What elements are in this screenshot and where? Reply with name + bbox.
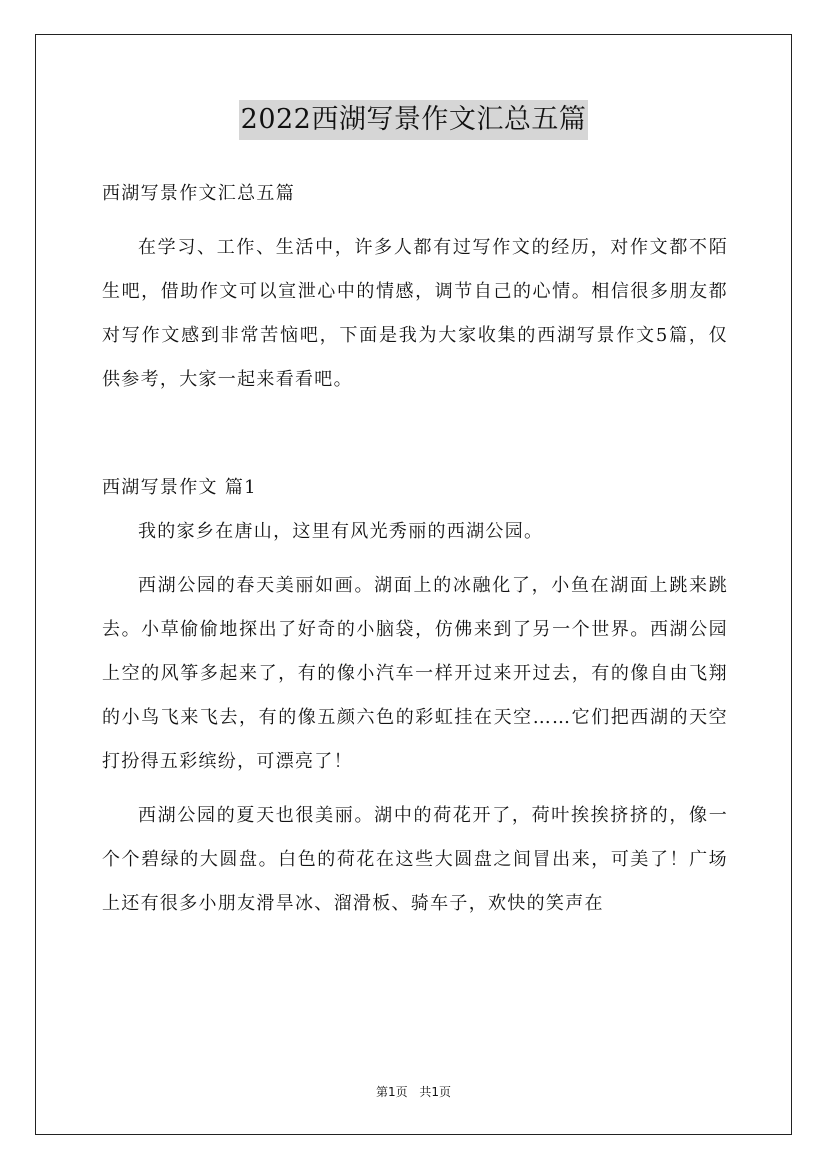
page-total: 共1页 xyxy=(419,1085,452,1099)
intro-paragraph: 在学习、工作、生活中，许多人都有过写作文的经历，对作文都不陌生吧，借助作文可以宣泄心中的情感，调节自己的心情。相信很多朋友都对写作文感到非常苦恼吧，下面是我为大家收集的西湖写景作文5篇，仅供参考，大家一起来看看吧。 xyxy=(102,237,728,390)
document-subtitle: 西湖写景作文汇总五篇 xyxy=(102,183,295,204)
document-title xyxy=(0,100,827,140)
section-heading: 西湖写景作文 篇1 xyxy=(102,477,257,498)
page-number: 第1页 xyxy=(375,1085,408,1099)
body-paragraph-1: 我的家乡在唐山，这里有风光秀丽的西湖公园。 xyxy=(138,521,544,542)
body-paragraph-2: 西湖公园的春天美丽如画。湖面上的冰融化了，小鱼在湖面上跳来跳去。小草偷偷地探出了好奇的小脑袋，仿佛来到了另一个世界。西湖公园上空的风筝多起来了，有的像小汽车一样开过来开过去，有的像自由飞翔的小鸟飞来飞去，有的像五颜六色的彩虹挂在天空……它们把西湖的天空打扮得五彩缤纷，可漂亮了！ xyxy=(102,575,728,772)
blank-line xyxy=(102,412,728,456)
document-title-text: 2022西湖写景作文汇总五篇 xyxy=(239,100,589,140)
body-paragraph-3: 西湖公园的夏天也很美丽。湖中的荷花开了，荷叶挨挨挤挤的，像一个个碧绿的大圆盘。白色的荷花在这些大圆盘之间冒出来，可美了！广场上还有很多小朋友滑旱冰、溜滑板、骑车子，欢快的笑声在 xyxy=(102,805,728,914)
page-footer xyxy=(0,1083,827,1100)
document-body xyxy=(102,172,728,936)
